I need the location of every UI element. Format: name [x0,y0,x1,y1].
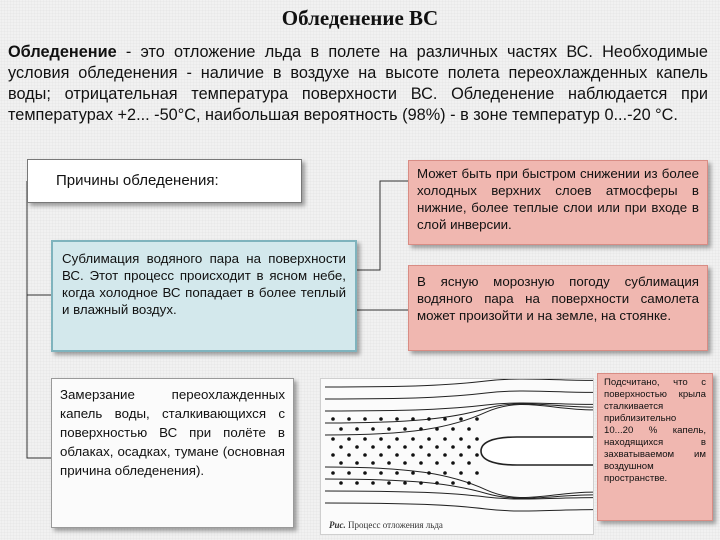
water-droplet [387,481,391,485]
streamline [325,503,593,511]
water-droplet [475,453,479,457]
figure-caption-text: Процесс отложения льда [348,520,443,530]
water-droplet [339,481,343,485]
water-droplet [411,471,415,475]
streamline [325,379,593,387]
water-droplet [379,417,383,421]
causes-label: Причины обледенения: [56,172,219,189]
water-droplet [427,437,431,441]
water-droplet [331,453,335,457]
water-droplet [475,417,479,421]
water-droplet [339,427,343,431]
water-droplet [403,427,407,431]
water-droplet [331,437,335,441]
water-droplet [363,417,367,421]
connector-sublimation-to-descent [357,181,408,270]
water-droplet [451,481,455,485]
water-droplet [435,481,439,485]
wing-leading-edge [481,437,593,465]
page-title: Обледенение ВС [281,6,439,30]
water-droplet [443,437,447,441]
water-droplet [371,481,375,485]
water-droplet [451,427,455,431]
water-droplet [419,461,423,465]
water-droplet [419,427,423,431]
water-droplet [355,445,359,449]
water-droplet [395,471,399,475]
figure-caption-prefix: Рис. [329,520,346,530]
water-droplet [355,461,359,465]
water-droplet [339,445,343,449]
water-droplet [459,453,463,457]
water-droplet [395,437,399,441]
intro-term: Обледенение [8,43,117,61]
water-droplet [403,445,407,449]
water-droplet [379,453,383,457]
figure-caption [329,520,589,530]
water-droplet [347,453,351,457]
water-droplet [363,471,367,475]
descent-box: Может быть при быстром снижении из более холодных верхних слоев атмосферы в нижние, более теплые слои или при входе в слой инверсии. [408,160,708,245]
water-droplet [339,461,343,465]
water-droplet [363,437,367,441]
water-droplet [475,471,479,475]
water-droplet [403,461,407,465]
water-droplet [443,453,447,457]
water-droplet [371,461,375,465]
water-droplet [451,445,455,449]
water-droplet [387,461,391,465]
water-droplet [459,437,463,441]
droplet-note-box: Подсчитано, что с поверхностью крыла сталкивается приблизительно 10...20 % капель, находящихся в захватываемом им воздушном пространстве. [597,373,713,521]
water-droplet [371,427,375,431]
water-droplet [331,471,335,475]
streamline [325,391,593,399]
sublimation-box: Сублимация водяного пара на поверхности ВС. Этот процесс происходит в ясном небе, когда холодное ВС попадает в более теплый и влажный воздух. [51,240,357,352]
water-droplet [379,471,383,475]
water-droplet [371,445,375,449]
water-droplet [467,461,471,465]
water-droplet [435,427,439,431]
ground-box: В ясную морозную погоду сублимация водяного пара на поверхности самолета может произойти и на земле, на стоянке. [408,265,708,351]
water-droplet [355,427,359,431]
water-droplet [467,427,471,431]
water-droplet [403,481,407,485]
water-droplet [347,471,351,475]
water-droplet [451,461,455,465]
water-droplet [395,417,399,421]
icing-figure [320,378,594,535]
water-droplet [331,417,335,421]
water-droplet [443,417,447,421]
water-droplet [427,417,431,421]
water-droplet [379,437,383,441]
connector-causes-to-freeze [27,181,51,458]
water-droplet [419,445,423,449]
water-droplet [427,453,431,457]
water-droplet [443,471,447,475]
causes-box [27,159,302,203]
water-droplet [411,437,415,441]
water-droplet [475,437,479,441]
icing-illustration [321,379,593,514]
freezing-box: Замерзание переохлажденных капель воды, сталкивающихся с поверхностью ВС при полёте в облаках, осадках, тумане (основная причина обледенения). [51,378,294,528]
water-droplet [387,445,391,449]
water-droplet [467,445,471,449]
water-droplet [347,437,351,441]
water-droplet [387,427,391,431]
water-droplet [435,461,439,465]
water-droplet [459,417,463,421]
water-droplet [435,445,439,449]
water-droplet [419,481,423,485]
water-droplet [467,481,471,485]
water-droplet [395,453,399,457]
water-droplet [411,417,415,421]
water-droplet [355,481,359,485]
water-droplet [459,471,463,475]
water-droplet [427,471,431,475]
water-droplet [363,453,367,457]
water-droplet [347,417,351,421]
intro-text: - это отложение льда в полете на различных частях ВС. Необходимые условия обледенения - наличие в воздухе на высоте полета переохлажденных капель воды; отрицательная температура поверхности ВС. Обледенение наблюдается при температурах +2... -50°С, наибольшая вероятность (98%) - в зоне температур 0...-20 °С. [8,43,708,124]
water-droplet [411,453,415,457]
